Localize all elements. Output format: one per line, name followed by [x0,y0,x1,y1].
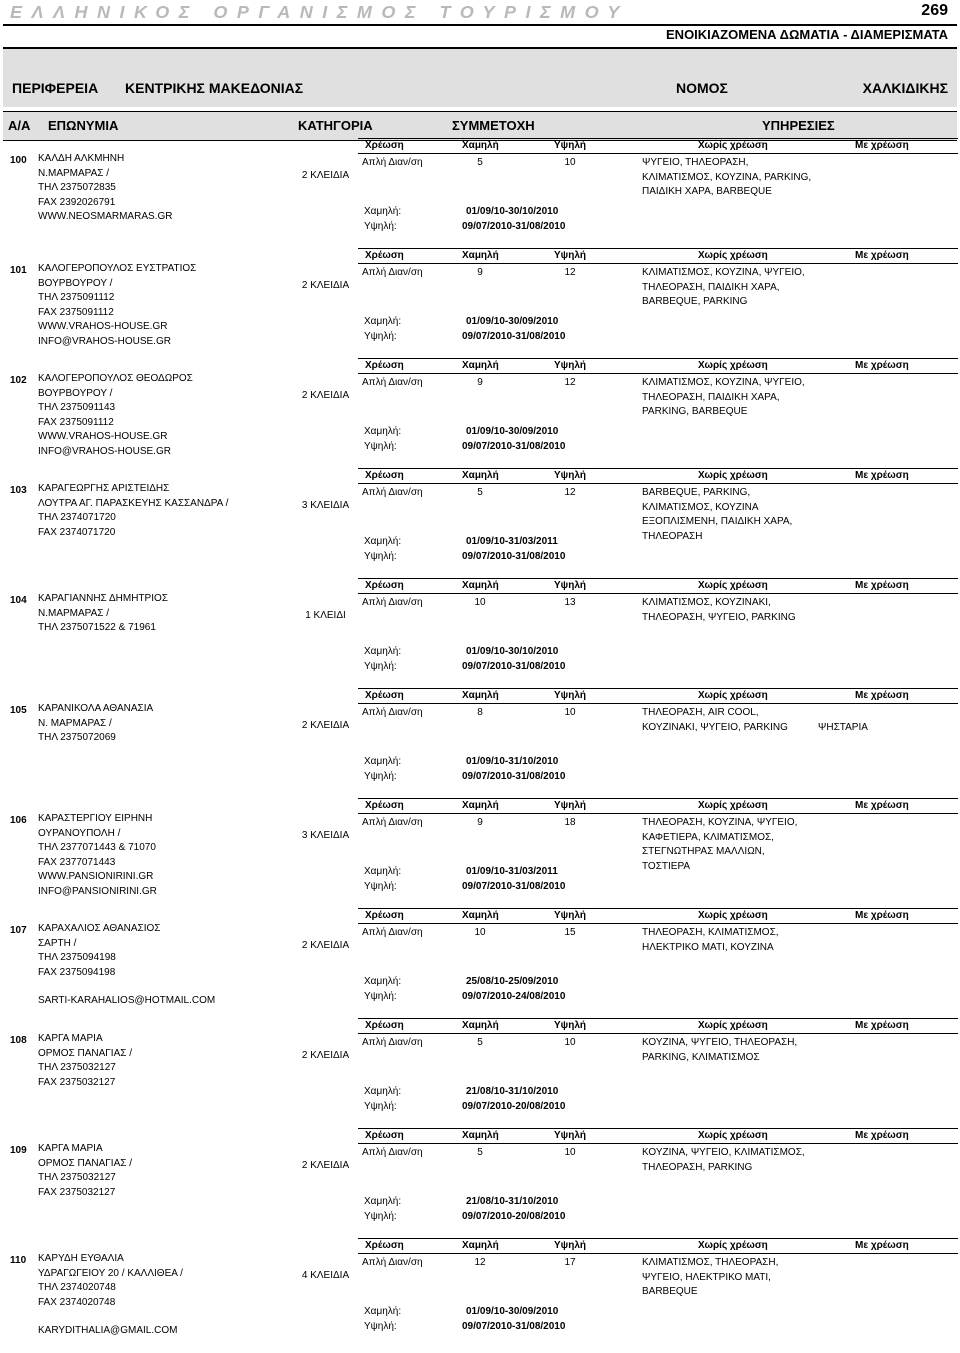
simple-stay-label: Απλή Διαν/ση [362,1147,423,1158]
low-price: 5 [477,487,483,498]
entry-contact [38,372,278,459]
listing-entry [0,908,960,1018]
listing-entry [0,1018,960,1128]
hdr-high: Υψηλή [554,690,586,701]
hdr-paid: Με χρέωση [855,1240,909,1251]
low-season-period: 01/09/10-31/03/2011 [466,866,558,877]
low-season-label: Χαμηλή: [364,976,402,987]
high-price: 18 [564,817,576,828]
hdr-free: Χωρίς χρέωση [698,1240,768,1251]
entry-line: WWW.VRAHOS-HOUSE.GR [38,431,168,442]
entry-line: ΣΑΡΤΗ / [38,937,77,949]
hdr-charge: Χρέωση [365,800,404,811]
hdr-low: Χαμηλή [462,250,499,261]
entry-line: ΤΗΛ 2375072835 [38,182,116,193]
services-paid: ΨΗΣΤΑΡΙΑ [818,722,868,733]
hdr-free: Χωρίς χρέωση [698,910,768,921]
low-season-label: Χαμηλή: [364,1196,402,1207]
entry-line: ΤΗΛ 2375094198 [38,952,116,963]
entry-line: FAX 2375094198 [38,966,116,978]
simple-stay-label: Απλή Διαν/ση [362,707,423,718]
hdr-free: Χωρίς χρέωση [698,250,768,261]
high-season-label: Υψηλή: [364,1321,397,1332]
hdr-high: Υψηλή [554,140,586,151]
low-season-label: Χαμηλή: [364,206,402,217]
entry-category: 3 ΚΛΕΙΔΙΑ [301,830,350,841]
low-season-period: 25/08/10-25/09/2010 [466,976,559,987]
entry-contact [38,262,278,349]
region-label: ΠΕΡΙΦΕΡΕΙΑ [12,80,99,96]
high-price: 10 [564,1147,576,1158]
header-rule [3,24,957,26]
entry-contact [38,482,278,540]
prefecture-label: ΝΟΜΟΣ [676,80,728,96]
entry-number: 110 [10,1255,27,1266]
entry-line: ΚΑΡΑΣΤΕΡΓΙΟΥ ΕΙΡΗΝΗ [38,813,153,824]
hdr-paid: Με χρέωση [855,250,909,261]
entry-category: 2 ΚΛΕΙΔΙΑ [301,280,350,291]
hdr-paid: Με χρέωση [855,1130,909,1141]
low-season-period: 01/09/10-30/09/2010 [466,1306,559,1317]
section-title: ΕΝΟΙΚΙΑΖΟΜΕΝΑ ΔΩΜΑΤΙΑ - ΔΙΑΜΕΡΙΣΜΑΤΑ [666,27,948,42]
hdr-free: Χωρίς χρέωση [698,140,768,151]
low-season-label: Χαμηλή: [364,866,402,877]
low-season-label: Χαμηλή: [364,316,402,327]
entry-contact [38,1142,278,1200]
hdr-low: Χαμηλή [462,800,499,811]
high-season-label: Υψηλή: [364,881,397,892]
hdr-paid: Με χρέωση [855,910,909,921]
high-price: 10 [564,1037,576,1048]
region-value: ΚΕΝΤΡΙΚΗΣ ΜΑΚΕΔΟΝΙΑΣ [125,80,304,96]
entry-line: ΚΑΡΑΓΕΩΡΓΗΣ ΑΡΙΣΤΕΙΔΗΣ [38,483,170,494]
low-season-label: Χαμηλή: [364,646,402,657]
page-number: 269 [921,2,948,19]
entry-category: 2 ΚΛΕΙΔΙΑ [301,720,350,731]
col-services: ΥΠΗΡΕΣΙΕΣ [762,118,835,133]
col-participation: ΣΥΜΜΕΤΟΧΗ [452,118,535,133]
listing-entry [0,358,960,468]
entry-line: Ν. ΜΑΡΜΑΡΑΣ / [38,717,112,729]
entry-number: 103 [10,485,27,496]
high-season-label: Υψηλή: [364,441,397,452]
simple-stay-label: Απλή Διαν/ση [362,1257,423,1268]
hdr-low: Χαμηλή [462,1130,499,1141]
high-season-period: 09/07/2010-31/08/2010 [462,661,566,672]
entry-category: 2 ΚΛΕΙΔΙΑ [301,390,350,401]
entry-number: 100 [10,155,27,166]
entry-contact [38,702,278,746]
entry-number: 105 [10,705,27,716]
hdr-high: Υψηλή [554,800,586,811]
hdr-low: Χαμηλή [462,140,499,151]
simple-stay-label: Απλή Διαν/ση [362,377,423,388]
entry-line: Ν.ΜΑΡΜΑΡΑΣ / [38,167,110,179]
services-free: ΚΛΙΜΑΤΙΣΜΟΣ, ΚΟΥΖΙΝΑ, ΨΥΓΕΙΟ, ΤΗΛΕΟΡΑΣΗ, ΠΑΙΔΙΚΗ ΧΑΡΑ, PARKING, BARBEQUE [642,377,805,417]
high-price: 13 [564,597,576,608]
entry-contact [38,152,278,225]
low-season-period: 01/09/10-30/10/2010 [466,646,559,657]
hdr-paid: Με χρέωση [855,360,909,371]
high-season-period: 09/07/2010-31/08/2010 [462,771,566,782]
entry-line: ΤΗΛ 2374020748 [38,1282,116,1293]
simple-stay-label: Απλή Διαν/ση [362,927,423,938]
entry-line: INFO@VRAHOS-HOUSE.GR [38,335,171,347]
low-price: 5 [477,1037,483,1048]
entry-line: ΤΗΛ 2375071522 & 71961 [38,622,156,633]
entry-line: FAX 2375091112 [38,306,114,318]
high-season-label: Υψηλή: [364,1101,397,1112]
entry-line: ΚΑΡΑΓΙΑΝΝΗΣ ΔΗΜΗΤΡΙΟΣ [38,593,168,604]
simple-stay-label: Απλή Διαν/ση [362,1037,423,1048]
hdr-free: Χωρίς χρέωση [698,800,768,811]
low-price: 5 [477,1147,483,1158]
organization-name: ΕΛΛΗΝΙΚΟΣ ΟΡΓΑΝΙΣΜΟΣ ΤΟΥΡΙΣΜΟΥ [10,2,629,22]
hdr-paid: Με χρέωση [855,580,909,591]
high-season-period: 09/07/2010-31/08/2010 [462,551,566,562]
high-season-period: 09/07/2010-31/08/2010 [462,881,566,892]
high-season-label: Υψηλή: [364,661,397,672]
simple-stay-label: Απλή Διαν/ση [362,267,423,278]
entry-contact [38,812,278,899]
high-season-period: 09/07/2010-24/08/2010 [462,991,566,1002]
hdr-free: Χωρίς χρέωση [698,470,768,481]
hdr-paid: Με χρέωση [855,140,909,151]
services-free: ΚΛΙΜΑΤΙΣΜΟΣ, ΚΟΥΖΙΝΑ, ΨΥΓΕΙΟ, ΤΗΛΕΟΡΑΣΗ, ΠΑΙΔΙΚΗ ΧΑΡΑ, BARBEQUE, PARKING [642,267,805,307]
entry-category: 3 ΚΛΕΙΔΙΑ [301,500,350,511]
hdr-free: Χωρίς χρέωση [698,580,768,591]
hdr-high: Υψηλή [554,470,586,481]
services-free: BARBEQUE, PARKING, ΚΛΙΜΑΤΙΣΜΟΣ, ΚΟΥΖΙΝΑ ΕΞΟΠΛΙΣΜΕΝΗ, ΠΑΙΔΙΚΗ ΧΑΡΑ, ΤΗΛΕΟΡΑΣΗ [642,487,793,542]
high-price: 17 [564,1257,576,1268]
entry-line: ΒΟΥΡΒΟΥΡΟΥ / [38,387,113,399]
listing-entry [0,138,960,248]
entry-line: ΤΗΛ 2375091143 [38,402,116,413]
entry-line: FAX 2377071443 [38,856,116,868]
high-season-period: 09/07/2010-31/08/2010 [462,1321,566,1332]
hdr-paid: Με χρέωση [855,1020,909,1031]
listing-entry [0,1128,960,1238]
entry-line: WWW.NEOSMARMARAS.GR [38,211,173,222]
high-season-label: Υψηλή: [364,551,397,562]
high-price: 15 [564,927,576,938]
hdr-charge: Χρέωση [365,1130,404,1141]
hdr-charge: Χρέωση [365,1240,404,1251]
entry-email: KARYDITHALIA@GMAIL.COM [38,1325,178,1336]
entry-line: WWW.VRAHOS-HOUSE.GR [38,321,168,332]
entry-line: ΟΡΜΟΣ ΠΑΝΑΓΙΑΣ / [38,1047,132,1059]
low-price: 9 [477,377,483,388]
entry-category: 4 ΚΛΕΙΔΙΑ [301,1270,350,1281]
services-free: ΤΗΛΕΟΡΑΣΗ, ΚΟΥΖΙΝΑ, ΨΥΓΕΙΟ, ΚΑΦΕΤΙΕΡΑ, ΚΛΙΜΑΤΙΣΜΟΣ, ΣΤΕΓΝΩΤΗΡΑΣ ΜΑΛΛΙΩΝ, ΤΟΣΤΙΕΡΑ [642,817,798,872]
entry-category: 1 ΚΛΕΙΔΙ [305,610,346,621]
entry-line: FAX 2374020748 [38,1296,116,1308]
hdr-low: Χαμηλή [462,360,499,371]
low-price: 8 [477,707,483,718]
services-free: ΨΥΓΕΙΟ, ΤΗΛΕΟΡΑΣΗ, ΚΛΙΜΑΤΙΣΜΟΣ, ΚΟΥΖΙΝΑ, PARKING, ΠΑΙΔΙΚΗ ΧΑΡΑ, BARBEQUE [642,157,812,197]
low-season-period: 01/09/10-31/03/2011 [466,536,558,547]
entry-number: 102 [10,375,27,386]
high-season-label: Υψηλή: [364,331,397,342]
high-price: 12 [564,377,576,388]
low-season-label: Χαμηλή: [364,1086,402,1097]
listing-entry [0,688,960,798]
simple-stay-label: Απλή Διαν/ση [362,597,423,608]
hdr-low: Χαμηλή [462,1020,499,1031]
entry-line: ΥΔΡΑΓΩΓΕΙΟΥ 20 / ΚΑΛΛΙΘΕΑ / [38,1267,183,1279]
low-season-label: Χαμηλή: [364,536,402,547]
entry-line: WWW.PANSIONIRINI.GR [38,871,154,882]
listing-entry [0,1238,960,1348]
region-bar [3,47,957,107]
services-free: ΚΛΙΜΑΤΙΣΜΟΣ, ΤΗΛΕΟΡΑΣΗ, ΨΥΓΕΙΟ, ΗΛΕΚΤΡΙΚΟ ΜΑΤΙ, BARBEQUE [642,1257,779,1297]
high-season-label: Υψηλή: [364,991,397,1002]
entry-number: 101 [10,265,27,276]
hdr-low: Χαμηλή [462,690,499,701]
hdr-paid: Με χρέωση [855,800,909,811]
low-season-period: 01/09/10-31/10/2010 [466,756,559,767]
entry-email: SARTI-KARAHALIOS@HOTMAIL.COM [38,995,216,1006]
low-season-label: Χαμηλή: [364,426,402,437]
entry-line: ΚΑΡΥΔΗ ΕΥΘΑΛΙΑ [38,1253,124,1264]
entry-line: INFO@PANSIONIRINI.GR [38,885,157,897]
hdr-free: Χωρίς χρέωση [698,360,768,371]
high-price: 10 [564,707,576,718]
listing-entry [0,248,960,358]
entry-line: ΚΑΛΟΓΕΡΟΠΟΥΛΟΣ ΘΕΟΔΩΡΟΣ [38,373,193,384]
low-season-period: 01/09/10-30/10/2010 [466,206,559,217]
low-season-period: 21/08/10-31/10/2010 [466,1196,559,1207]
entry-number: 108 [10,1035,27,1046]
high-season-period: 09/07/2010-31/08/2010 [462,441,566,452]
entry-number: 107 [10,925,27,936]
entry-category: 2 ΚΛΕΙΔΙΑ [301,940,350,951]
hdr-high: Υψηλή [554,1130,586,1141]
hdr-paid: Με χρέωση [855,690,909,701]
entry-number: 109 [10,1145,27,1156]
simple-stay-label: Απλή Διαν/ση [362,817,423,828]
high-season-period: 09/07/2010-31/08/2010 [462,221,566,232]
entry-line: ΚΑΡΑΝΙΚΟΛΑ ΑΘΑΝΑΣΙΑ [38,703,154,714]
col-category: ΚΑΤΗΓΟΡΙΑ [298,118,373,133]
low-season-label: Χαμηλή: [364,756,402,767]
hdr-high: Υψηλή [554,250,586,261]
prefecture-value: ΧΑΛΚΙΔΙΚΗΣ [862,80,948,96]
hdr-charge: Χρέωση [365,580,404,591]
hdr-charge: Χρέωση [365,910,404,921]
entry-number: 104 [10,595,27,606]
hdr-high: Υψηλή [554,360,586,371]
hdr-paid: Με χρέωση [855,470,909,481]
low-price: 10 [474,597,486,608]
entry-line: ΤΗΛ 2375072069 [38,732,116,743]
hdr-low: Χαμηλή [462,910,499,921]
listing-entry [0,798,960,908]
hdr-high: Υψηλή [554,910,586,921]
services-free: ΚΛΙΜΑΤΙΣΜΟΣ, ΚΟΥΖΙΝΑΚΙ, ΤΗΛΕΟΡΑΣΗ, ΨΥΓΕΙΟ, PARKING [642,597,796,623]
entry-line: FAX 2374071720 [38,526,116,538]
hdr-free: Χωρίς χρέωση [698,1130,768,1141]
entry-category: 2 ΚΛΕΙΔΙΑ [301,170,350,181]
services-free: ΤΗΛΕΟΡΑΣΗ, AIR COOL, ΚΟΥΖΙΝΑΚΙ, ΨΥΓΕΙΟ, PARKING [642,707,788,733]
services-free: ΚΟΥΖΙΝΑ, ΨΥΓΕΙΟ, ΚΛΙΜΑΤΙΣΜΟΣ, ΤΗΛΕΟΡΑΣΗ, PARKING [642,1147,805,1173]
entry-line: ΚΑΛΟΓΕΡΟΠΟΥΛΟΣ ΕΥΣΤΡΑΤΙΟΣ [38,263,197,274]
entry-line: ΟΡΜΟΣ ΠΑΝΑΓΙΑΣ / [38,1157,132,1169]
entry-line: ΚΑΡΓΑ ΜΑΡΙΑ [38,1143,103,1154]
hdr-charge: Χρέωση [365,1020,404,1031]
entry-line: ΚΑΛΔΗ ΑΛΚΜΗΝΗ [38,153,125,164]
high-season-label: Υψηλή: [364,221,397,232]
high-price: 12 [564,267,576,278]
high-price: 10 [564,157,576,168]
hdr-low: Χαμηλή [462,1240,499,1251]
hdr-high: Υψηλή [554,1240,586,1251]
low-season-period: 01/09/10-30/09/2010 [466,316,559,327]
col-aa: Α/Α [8,118,31,133]
entry-contact [38,592,278,636]
listing-entry [0,578,960,688]
high-season-label: Υψηλή: [364,771,397,782]
hdr-charge: Χρέωση [365,690,404,701]
low-price: 9 [477,817,483,828]
entry-contact [38,922,278,1009]
hdr-charge: Χρέωση [365,140,404,151]
entry-line: ΤΗΛ 2375091112 [38,292,115,303]
services-free: ΤΗΛΕΟΡΑΣΗ, ΚΛΙΜΑΤΙΣΜΟΣ, ΗΛΕΚΤΡΙΚΟ ΜΑΤΙ, ΚΟΥΖΙΝΑ [642,927,779,953]
entry-line: ΤΗΛ 2375032127 [38,1172,116,1183]
simple-stay-label: Απλή Διαν/ση [362,157,423,168]
listing-entry [0,468,960,578]
entry-number: 106 [10,815,27,826]
high-season-period: 09/07/2010-20/08/2010 [462,1101,566,1112]
entry-line: FAX 2375091112 [38,416,114,428]
entry-line: FAX 2392026791 [38,196,116,208]
hdr-free: Χωρίς χρέωση [698,1020,768,1031]
low-price: 10 [474,927,486,938]
high-price: 12 [564,487,576,498]
entry-line: ΤΗΛ 2375032127 [38,1062,116,1073]
entry-line: ΚΑΡΑΧΑΛΙΟΣ ΑΘΑΝΑΣΙΟΣ [38,923,161,934]
low-season-period: 21/08/10-31/10/2010 [466,1086,559,1097]
low-price: 12 [474,1257,486,1268]
entry-category: 2 ΚΛΕΙΔΙΑ [301,1050,350,1061]
low-season-label: Χαμηλή: [364,1306,402,1317]
low-price: 9 [477,267,483,278]
entry-line: ΤΗΛ 2374071720 [38,512,116,523]
high-season-period: 09/07/2010-20/08/2010 [462,1211,566,1222]
hdr-charge: Χρέωση [365,470,404,481]
hdr-low: Χαμηλή [462,580,499,591]
entry-contact [38,1032,278,1090]
entry-line: ΤΗΛ 2377071443 & 71070 [38,842,156,853]
entry-line: FAX 2375032127 [38,1186,116,1198]
services-free: ΚΟΥΖΙΝΑ, ΨΥΓΕΙΟ, ΤΗΛΕΟΡΑΣΗ, PARKING, ΚΛΙΜΑΤΙΣΜΟΣ [642,1037,798,1063]
entry-line: INFO@VRAHOS-HOUSE.GR [38,445,171,457]
entry-line: ΚΑΡΓΑ ΜΑΡΙΑ [38,1033,103,1044]
low-price: 5 [477,157,483,168]
hdr-low: Χαμηλή [462,470,499,481]
entry-line: ΒΟΥΡΒΟΥΡΟΥ / [38,277,113,289]
entry-contact [38,1252,278,1339]
entry-category: 2 ΚΛΕΙΔΙΑ [301,1160,350,1171]
entry-line: Ν.ΜΑΡΜΑΡΑΣ / [38,607,110,619]
entry-line: ΟΥΡΑΝΟΥΠΟΛΗ / [38,827,121,839]
high-season-period: 09/07/2010-31/08/2010 [462,331,566,342]
hdr-high: Υψηλή [554,580,586,591]
high-season-label: Υψηλή: [364,1211,397,1222]
entry-line: FAX 2375032127 [38,1076,116,1088]
hdr-charge: Χρέωση [365,250,404,261]
col-name: ΕΠΩΝΥΜΙΑ [48,118,119,133]
low-season-period: 01/09/10-30/09/2010 [466,426,559,437]
hdr-free: Χωρίς χρέωση [698,690,768,701]
hdr-charge: Χρέωση [365,360,404,371]
simple-stay-label: Απλή Διαν/ση [362,487,423,498]
entry-line: ΛΟΥΤΡΑ ΑΓ. ΠΑΡΑΣΚΕΥΗΣ ΚΑΣΣΑΝΔΡΑ / [38,497,229,509]
hdr-high: Υψηλή [554,1020,586,1031]
